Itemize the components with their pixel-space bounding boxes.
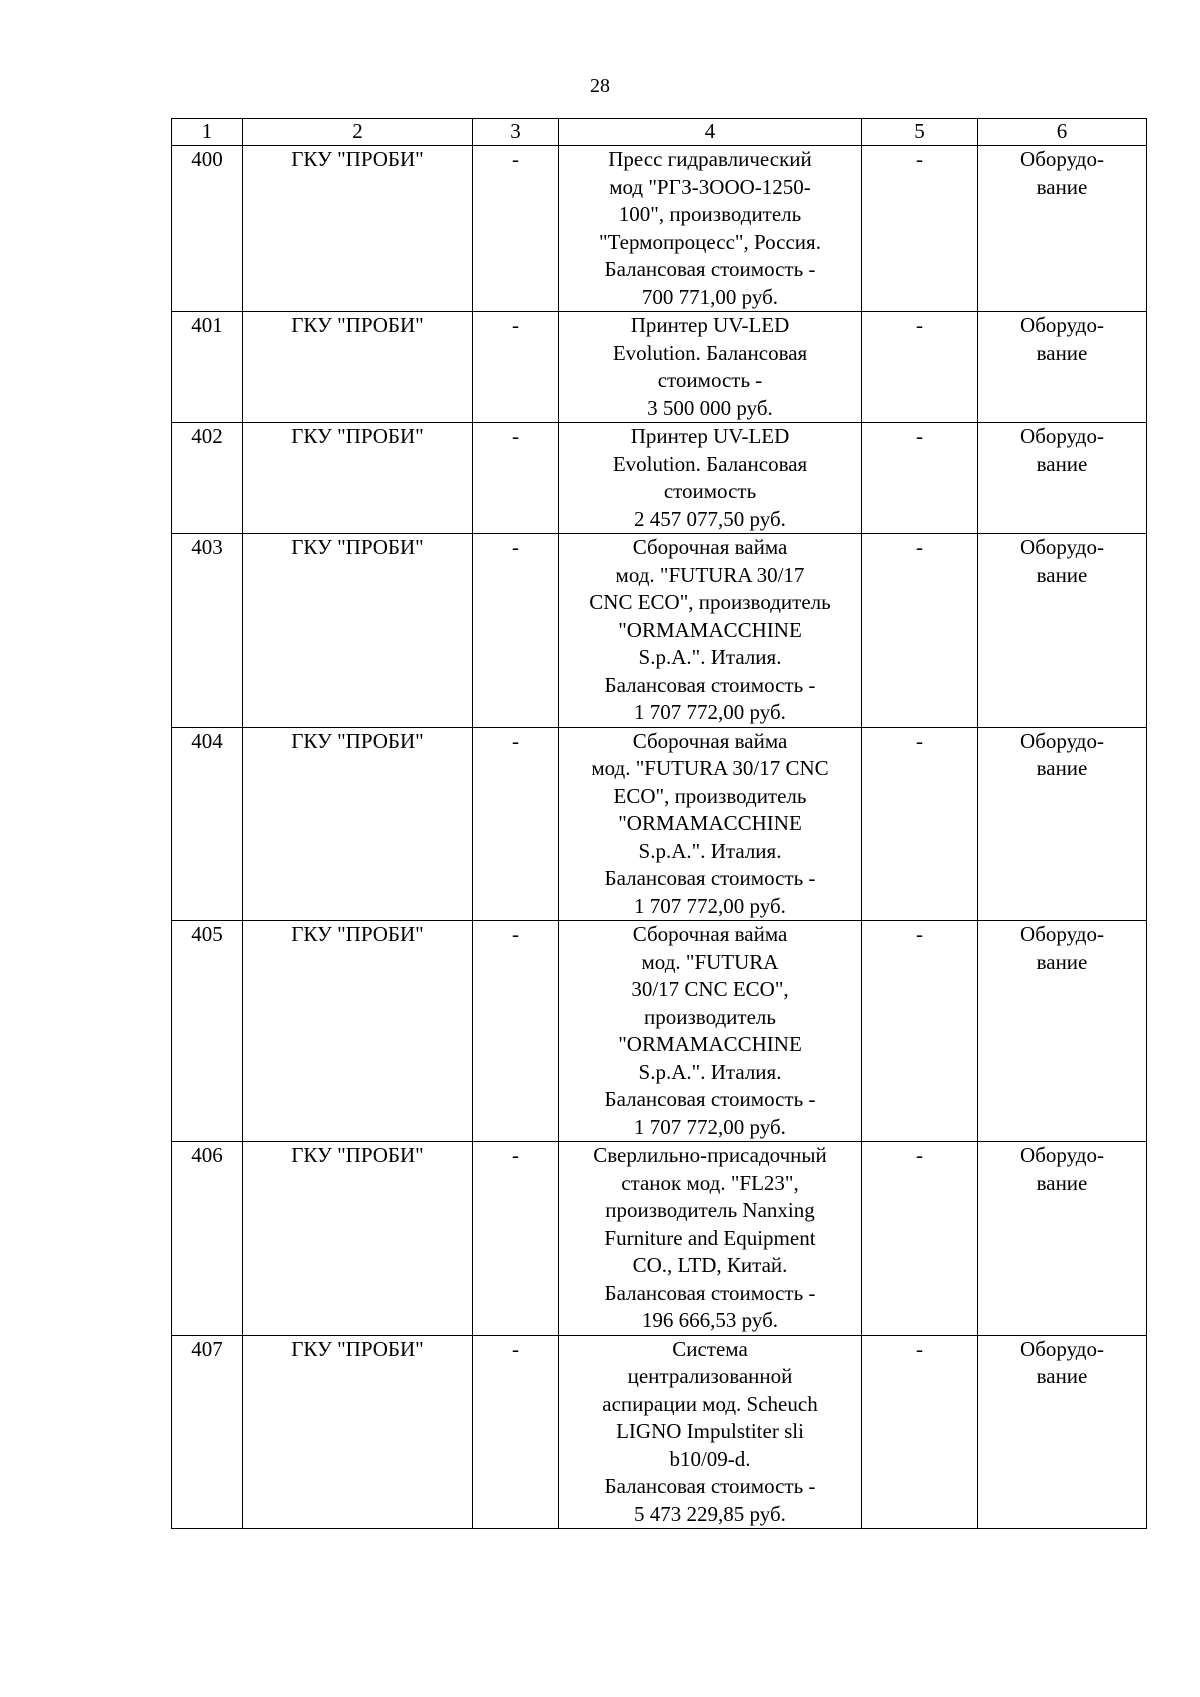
- holder-cell: ГКУ "ПРОБИ": [243, 312, 473, 423]
- description-line: Принтер UV-LED: [630, 313, 790, 337]
- row-number-cell: 407: [172, 1335, 243, 1529]
- column-5-cell: -: [862, 146, 978, 312]
- column-3-cell: -: [473, 727, 559, 921]
- description-line: S.p.A.". Италия.: [638, 1059, 782, 1084]
- row-number-cell: 405: [172, 921, 243, 1142]
- category-line: вание: [1036, 562, 1088, 587]
- description-line: Сборочная вайма: [632, 922, 788, 946]
- description-line: стоимость -: [657, 368, 763, 392]
- description-line: централизованной: [627, 1364, 793, 1388]
- description-line: S.p.A.". Италия.: [638, 838, 782, 863]
- description-line: 1 707 772,00 руб.: [634, 1114, 786, 1139]
- holder-cell: ГКУ "ПРОБИ": [243, 534, 473, 728]
- property-register-table: [171, 118, 1147, 1529]
- table-row: [172, 423, 1147, 534]
- holder-cell: ГКУ "ПРОБИ": [243, 423, 473, 534]
- description-line: LIGNO Impulstiter sli: [616, 1419, 804, 1443]
- description-cell: [559, 921, 862, 1142]
- holder-cell: ГКУ "ПРОБИ": [243, 727, 473, 921]
- description-line: Балансовая стоимость -: [604, 1087, 816, 1111]
- holder-cell: ГКУ "ПРОБИ": [243, 146, 473, 312]
- category-cell: [978, 1335, 1147, 1529]
- description-cell: [559, 146, 862, 312]
- table-row: [172, 534, 1147, 728]
- description-line: 100", производитель: [618, 202, 802, 226]
- description-cell: [559, 312, 862, 423]
- row-number-cell: 403: [172, 534, 243, 728]
- column-5-cell: -: [862, 1335, 978, 1529]
- table-row: [172, 312, 1147, 423]
- column-5-cell: -: [862, 727, 978, 921]
- category-cell: [978, 921, 1147, 1142]
- description-line: производитель: [644, 1004, 776, 1029]
- description-cell: [559, 1142, 862, 1336]
- description-line: Балансовая стоимость -: [604, 1474, 816, 1498]
- category-line: Оборудо-: [1020, 424, 1104, 448]
- category-line: вание: [1036, 1170, 1088, 1195]
- description-line: станок мод. "FL23",: [621, 1170, 799, 1195]
- description-line: Furniture and Equipment: [604, 1225, 816, 1250]
- description-line: b10/09-d.: [669, 1446, 751, 1471]
- column-3-cell: -: [473, 312, 559, 423]
- description-line: 1 707 772,00 руб.: [634, 893, 786, 918]
- column-header: 3: [473, 119, 559, 146]
- category-line: Оборудо-: [1020, 147, 1104, 171]
- category-cell: [978, 312, 1147, 423]
- category-line: вание: [1036, 451, 1088, 476]
- row-number-cell: 406: [172, 1142, 243, 1336]
- description-line: 30/17 CNC ECO",: [631, 977, 789, 1001]
- column-3-cell: -: [473, 534, 559, 728]
- description-line: 196 666,53 руб.: [641, 1308, 779, 1332]
- description-line: стоимость: [663, 479, 757, 503]
- description-line: Evolution. Балансовая: [612, 451, 808, 476]
- description-line: Сборочная вайма: [632, 535, 788, 559]
- description-cell: [559, 534, 862, 728]
- description-line: Система: [672, 1336, 748, 1361]
- description-line: мод. "FUTURA 30/17 CNC: [591, 756, 829, 780]
- column-3-cell: -: [473, 921, 559, 1142]
- description-cell: [559, 1335, 862, 1529]
- category-line: Оборудо-: [1020, 313, 1104, 337]
- category-line: Оборудо-: [1020, 1143, 1104, 1167]
- category-line: Оборудо-: [1020, 922, 1104, 946]
- description-line: 700 771,00 руб.: [641, 284, 779, 309]
- description-line: производитель Nanxing: [605, 1198, 815, 1222]
- description-line: S.p.A.". Италия.: [638, 645, 782, 669]
- description-line: 1 707 772,00 руб.: [634, 700, 786, 724]
- table-body: [172, 146, 1147, 1529]
- description-line: Сборочная вайма: [632, 728, 788, 753]
- category-cell: [978, 146, 1147, 312]
- category-line: вание: [1036, 756, 1088, 780]
- row-number-cell: 400: [172, 146, 243, 312]
- description-cell: [559, 423, 862, 534]
- description-line: Пресс гидравлический: [608, 147, 812, 171]
- description-line: "ORMAMACCHINE: [618, 811, 802, 835]
- column-3-cell: -: [473, 146, 559, 312]
- description-cell: [559, 727, 862, 921]
- column-3-cell: -: [473, 1335, 559, 1529]
- description-line: CO., LTD, Китай.: [632, 1253, 788, 1277]
- column-5-cell: -: [862, 534, 978, 728]
- column-5-cell: -: [862, 423, 978, 534]
- header-row: [172, 119, 1147, 146]
- column-5-cell: -: [862, 312, 978, 423]
- category-cell: [978, 423, 1147, 534]
- table-row: [172, 1142, 1147, 1336]
- row-number-cell: 404: [172, 727, 243, 921]
- category-line: вание: [1036, 340, 1088, 365]
- description-line: "ORMAMACCHINE: [618, 1032, 802, 1056]
- row-number-cell: 402: [172, 423, 243, 534]
- holder-cell: ГКУ "ПРОБИ": [243, 1335, 473, 1529]
- description-line: CNC ECO", производитель: [589, 590, 831, 614]
- column-header: 2: [243, 119, 473, 146]
- holder-cell: ГКУ "ПРОБИ": [243, 1142, 473, 1336]
- column-header: 5: [862, 119, 978, 146]
- description-line: мод "РГЗ-3ООО-1250-: [609, 174, 811, 199]
- category-cell: [978, 727, 1147, 921]
- table-row: [172, 1335, 1147, 1529]
- table-row: [172, 146, 1147, 312]
- description-line: Балансовая стоимость -: [604, 1280, 816, 1305]
- table-row: [172, 727, 1147, 921]
- description-line: ECO", производитель: [613, 783, 807, 808]
- category-line: вание: [1036, 1364, 1088, 1388]
- description-line: 2 457 077,50 руб.: [634, 506, 786, 531]
- column-5-cell: -: [862, 1142, 978, 1336]
- table-row: [172, 921, 1147, 1142]
- description-line: 3 500 000 руб.: [647, 395, 773, 420]
- description-line: Балансовая стоимость -: [604, 866, 816, 890]
- description-line: Балансовая стоимость -: [604, 672, 816, 697]
- column-header: 4: [559, 119, 862, 146]
- category-line: Оборудо-: [1020, 728, 1104, 753]
- description-line: 5 473 229,85 руб.: [634, 1501, 786, 1526]
- description-line: Сверлильно-присадочный: [593, 1143, 827, 1167]
- category-line: Оборудо-: [1020, 535, 1104, 559]
- category-line: вание: [1036, 174, 1088, 199]
- column-header: 1: [172, 119, 243, 146]
- row-number-cell: 401: [172, 312, 243, 423]
- column-3-cell: -: [473, 423, 559, 534]
- description-line: "ORMAMACCHINE: [618, 617, 802, 642]
- description-line: аспирации мод. Scheuch: [602, 1391, 818, 1416]
- column-header: 6: [978, 119, 1147, 146]
- page-number: 28: [590, 75, 610, 97]
- description-line: мод. "FUTURA 30/17: [615, 562, 805, 587]
- column-3-cell: -: [473, 1142, 559, 1336]
- column-5-cell: -: [862, 921, 978, 1142]
- description-line: Балансовая стоимость -: [604, 257, 816, 281]
- category-cell: [978, 1142, 1147, 1336]
- category-line: Оборудо-: [1020, 1336, 1104, 1361]
- description-line: Evolution. Балансовая: [612, 340, 808, 365]
- description-line: Принтер UV-LED: [630, 424, 790, 448]
- category-cell: [978, 534, 1147, 728]
- holder-cell: ГКУ "ПРОБИ": [243, 921, 473, 1142]
- description-line: мод. "FUTURA: [641, 949, 779, 974]
- category-line: вание: [1036, 949, 1088, 974]
- description-line: "Термопроцесс", Россия.: [599, 229, 821, 254]
